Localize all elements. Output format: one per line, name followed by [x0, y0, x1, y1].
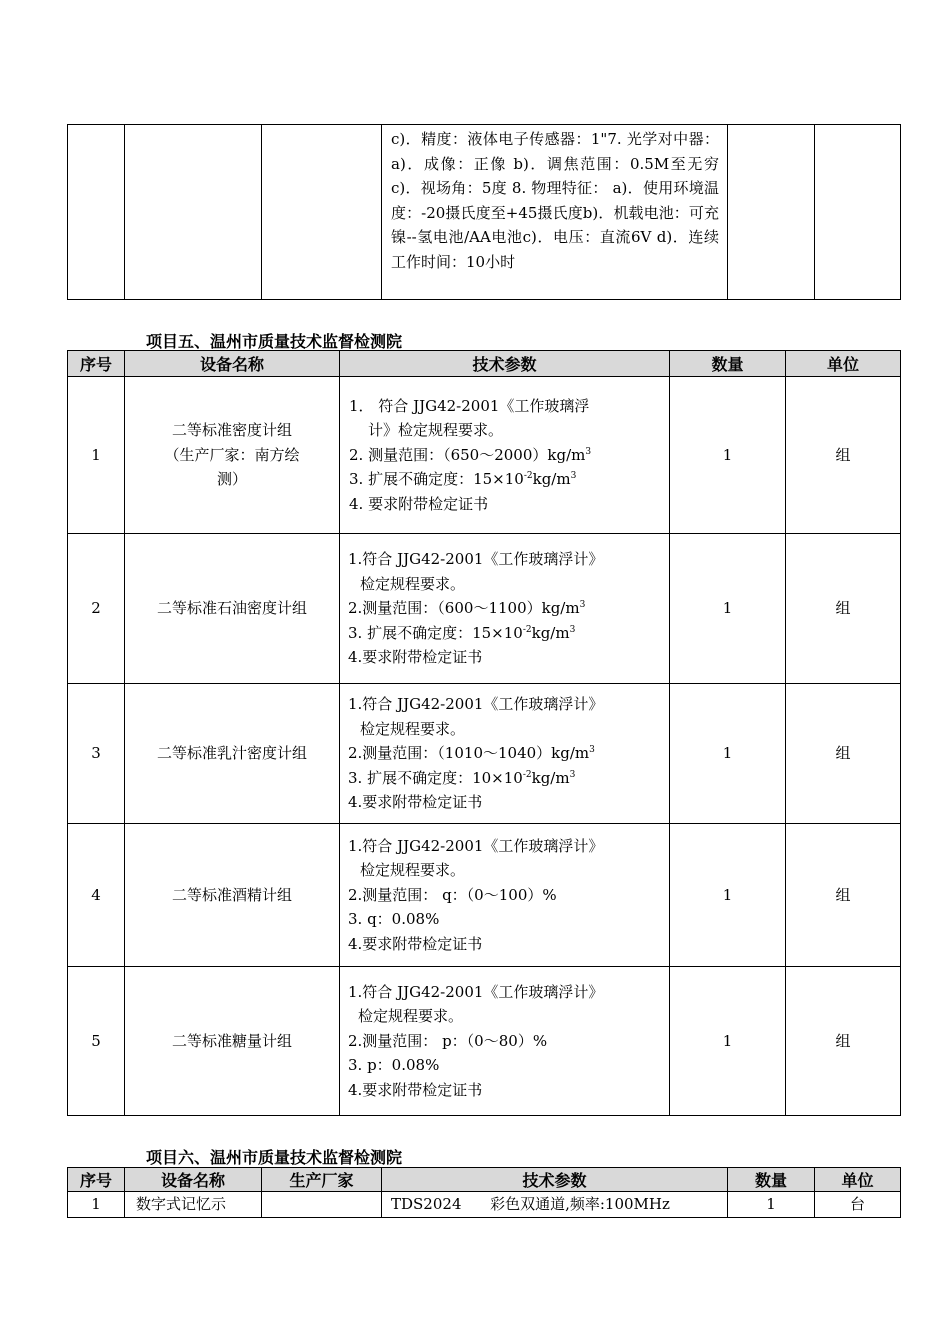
spec-line: 1.符合 JJG42-2001《工作玻璃浮计》	[348, 695, 604, 714]
header-no: 序号	[68, 1168, 125, 1192]
row-spec	[340, 967, 670, 1116]
row-name-line: （生产厂家：南方绘	[164, 445, 300, 464]
spec-line: 检定规程要求。	[360, 719, 466, 738]
table-row	[68, 684, 901, 824]
row-unit: 组	[786, 534, 901, 684]
row-no: 1	[68, 377, 125, 534]
spec-line: 检定规程要求。	[360, 574, 466, 593]
row-spec	[340, 377, 670, 534]
cont-no-cell	[68, 125, 125, 300]
header-name: 设备名称	[125, 351, 340, 377]
spec-line: 2.测量范围：$(600\sim 1100)kg/m^3$	[348, 599, 586, 618]
spec-line: 3. q：0.08%	[348, 910, 440, 929]
spec-line: 2.测量范围：$(1010\sim 1040)kg/m^3$	[348, 744, 595, 763]
row-no: 1	[68, 1192, 125, 1218]
spec-line: 4.要求附带检定证书	[348, 1080, 483, 1099]
spec-line: 1.符合 JJG42-2001《工作玻璃浮计》	[348, 836, 604, 855]
row-spec	[340, 824, 670, 967]
header-spec: 技术参数	[382, 1168, 728, 1192]
section5-title: 项目五、温州市质量技术监督检测院	[146, 332, 403, 351]
header-no: 序号	[68, 351, 125, 377]
table-row	[68, 534, 901, 684]
spec-line: 计》检定规程要求。	[368, 421, 504, 440]
cont-name-cell	[125, 125, 262, 300]
table-row	[68, 967, 901, 1116]
row-unit: 组	[786, 824, 901, 967]
spec-line: 3. 扩展不确定度：$10\times 10^{-2}kg/m^3$	[348, 768, 576, 787]
spec-line: 检定规程要求。	[360, 861, 466, 880]
spec-line: 3. 扩展不确定度：$15\times 10^{-2}kg/m^3$	[348, 623, 576, 642]
header-spec: 技术参数	[340, 351, 670, 377]
row-name: 二等标准乳汁密度计组	[125, 684, 340, 824]
spec-line: 3. 扩展不确定度：$15\times 10^{-2}kg/m^3$	[349, 470, 577, 489]
row-qty: 1	[670, 534, 786, 684]
row-no: 2	[68, 534, 125, 684]
table-row	[68, 824, 901, 967]
spec-line: 3. p：0.08%	[348, 1056, 440, 1075]
section6-table	[67, 1167, 901, 1218]
row-spec: TDS2024 彩色双通道,频率:100MHz	[382, 1192, 728, 1218]
cont-spec-cell: c)．精度：液体电子传感器：1"7. 光学对中器：a)．成像：正像 b)．调焦范围：0.5M至无穷 c)．视场角：5度 8. 物理特征： a)．使用环境温度：-20摄氏度至+45摄氏度b)．机载电池：可充镍--氢电池/AA电池c)．电压：直流6V d)．连续工作时间：10小时	[382, 125, 728, 300]
row-name: 二等标准石油密度计组	[125, 534, 340, 684]
cont-qty-cell	[728, 125, 815, 300]
row-unit: 组	[786, 967, 901, 1116]
row-name: 二等标准酒精计组	[125, 824, 340, 967]
section6-title: 项目六、温州市质量技术监督检测院	[146, 1148, 403, 1167]
row-unit: 台	[815, 1192, 901, 1218]
row-qty: 1	[670, 967, 786, 1116]
header-maker: 生产厂家	[262, 1168, 382, 1192]
row-name-line: 二等标准密度计组	[171, 421, 292, 440]
header-qty: 数量	[670, 351, 786, 377]
row-spec	[340, 684, 670, 824]
row-maker	[262, 1192, 382, 1218]
table-row	[68, 377, 901, 534]
row-qty: 1	[670, 377, 786, 534]
header-qty: 数量	[728, 1168, 815, 1192]
cont-unit-cell	[815, 125, 901, 300]
spec-line: 4.要求附带检定证书	[348, 793, 483, 812]
row-qty: 1	[670, 824, 786, 967]
spec-line: 4. 要求附带检定证书	[349, 494, 489, 513]
header-name: 设备名称	[125, 1168, 262, 1192]
row-unit: 组	[786, 684, 901, 824]
row-name	[125, 377, 340, 534]
section5-table	[67, 350, 901, 1116]
spec-line: 1.符合 JJG42-2001《工作玻璃浮计》	[348, 550, 604, 569]
row-spec	[340, 534, 670, 684]
row-no: 3	[68, 684, 125, 824]
row-qty: 1	[728, 1192, 815, 1218]
spec-line: 2.测量范围： p：（0～80）%	[348, 1031, 548, 1050]
row-qty: 1	[670, 684, 786, 824]
row-no: 5	[68, 967, 125, 1116]
cont-maker-cell	[262, 125, 382, 300]
header-unit: 单位	[786, 351, 901, 377]
table-row	[68, 1192, 901, 1218]
spec-line: 1． 符合 JJG42-2001《工作玻璃浮	[349, 396, 590, 415]
spec-line: 2. 测量范围：$(650\sim 2000)kg/m^3$	[349, 445, 592, 464]
row-name: 二等标准糖量计组	[125, 967, 340, 1116]
spec-line: 检定规程要求。	[358, 1007, 464, 1026]
spec-line: 2.测量范围： q：（0～100）%	[348, 885, 557, 904]
row-unit: 组	[786, 377, 901, 534]
row-name-line: 测）	[216, 470, 247, 489]
header-unit: 单位	[815, 1168, 901, 1192]
row-no: 4	[68, 824, 125, 967]
continuation-table	[67, 124, 901, 300]
row-name: 数字式记忆示	[125, 1192, 262, 1218]
spec-line: 4.要求附带检定证书	[348, 934, 483, 953]
spec-line: 1.符合 JJG42-2001《工作玻璃浮计》	[348, 982, 604, 1001]
spec-line: 4.要求附带检定证书	[348, 648, 483, 667]
